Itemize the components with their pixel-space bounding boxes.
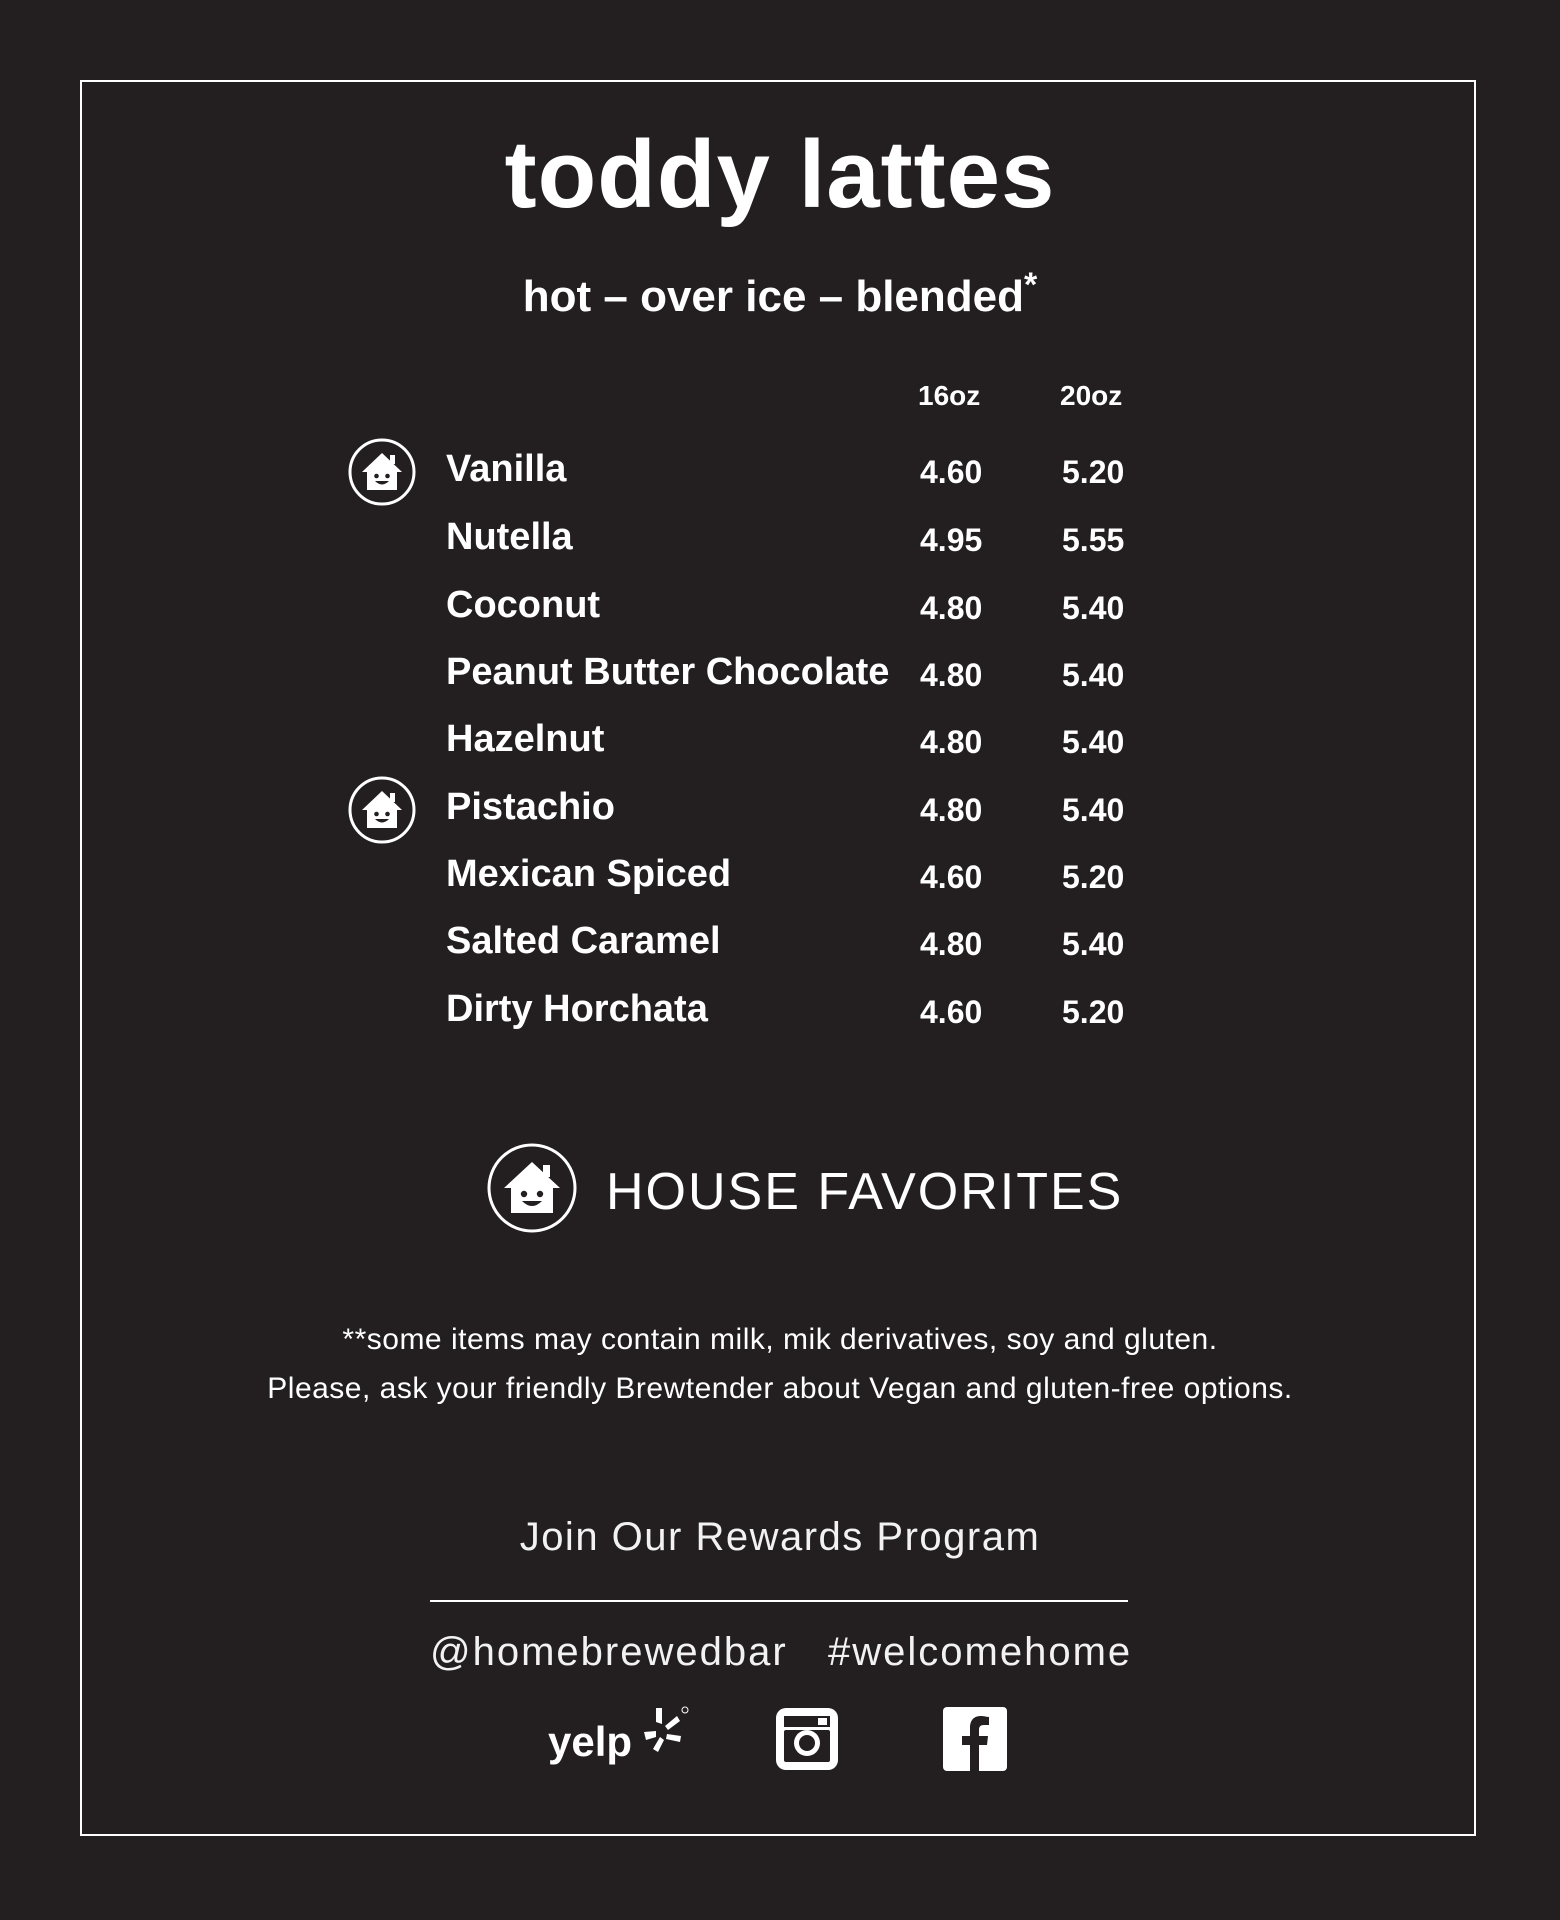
item-price-16oz: 4.80 xyxy=(920,724,983,760)
menu-title: toddy lattes xyxy=(504,121,1056,228)
rewards-program-text: Join Our Rewards Program xyxy=(519,1515,1041,1559)
item-price-16oz: 4.80 xyxy=(920,657,983,693)
menu-row xyxy=(0,516,1560,572)
item-name: Mexican Spiced xyxy=(446,853,732,895)
house-favorite-icon xyxy=(348,776,416,844)
house-favorites-legend xyxy=(486,1142,1186,1234)
footer-divider xyxy=(430,1600,1128,1602)
menu-row xyxy=(0,786,1560,842)
vegan-note: Please, ask your friendly Brewtender about Vegan and gluten-free options. xyxy=(267,1372,1293,1405)
item-name: Nutella xyxy=(446,516,573,558)
item-name: Vanilla xyxy=(446,448,567,490)
item-name: Coconut xyxy=(446,584,601,626)
subtitle-text: hot – over ice – blended xyxy=(522,272,1025,321)
house-favorites-label: HOUSE FAVORITES xyxy=(606,1163,1124,1221)
item-price-16oz: 4.80 xyxy=(920,926,983,962)
item-name: Hazelnut xyxy=(446,718,605,760)
column-header-16oz: 16oz xyxy=(918,380,981,411)
house-smiley-icon xyxy=(486,1142,578,1234)
item-price-16oz: 4.80 xyxy=(920,590,983,626)
allergen-note: **some items may contain milk, mik derivatives, soy and gluten. xyxy=(342,1323,1218,1356)
item-price-20oz: 5.20 xyxy=(1062,859,1125,895)
yelp-wordmark[interactable]: yelp xyxy=(548,1718,633,1765)
item-price-20oz: 5.40 xyxy=(1062,926,1125,962)
menu-subtitle xyxy=(0,266,1560,321)
subtitle-asterisk: * xyxy=(1024,266,1038,304)
item-price-20oz: 5.40 xyxy=(1062,724,1125,760)
item-price-20oz: 5.20 xyxy=(1062,994,1125,1030)
item-price-20oz: 5.40 xyxy=(1062,590,1125,626)
menu-row xyxy=(0,584,1560,640)
column-header-20oz: 20oz xyxy=(1060,380,1123,411)
house-favorite-icon xyxy=(348,438,416,506)
item-price-16oz: 4.80 xyxy=(920,792,983,828)
item-price-20oz: 5.40 xyxy=(1062,657,1125,693)
menu-row xyxy=(0,920,1560,976)
item-name: Peanut Butter Chocolate xyxy=(446,651,890,693)
menu-row xyxy=(0,448,1560,504)
item-price-20oz: 5.55 xyxy=(1062,522,1125,558)
item-price-20oz: 5.40 xyxy=(1062,792,1125,828)
menu-row xyxy=(0,718,1560,774)
menu-row xyxy=(0,988,1560,1044)
item-price-20oz: 5.20 xyxy=(1062,454,1125,490)
item-price-16oz: 4.60 xyxy=(920,859,983,895)
item-name: Dirty Horchata xyxy=(446,988,708,1030)
yelp-icon[interactable] xyxy=(638,1704,690,1756)
facebook-icon[interactable] xyxy=(942,1706,1008,1772)
instagram-icon[interactable] xyxy=(774,1706,840,1772)
item-name: Pistachio xyxy=(446,786,615,828)
item-name: Salted Caramel xyxy=(446,920,721,962)
item-price-16oz: 4.95 xyxy=(920,522,983,558)
item-price-16oz: 4.60 xyxy=(920,994,983,1030)
menu-row xyxy=(0,651,1560,707)
item-price-16oz: 4.60 xyxy=(920,454,983,490)
social-handle: @homebrewedbar xyxy=(430,1630,788,1674)
hashtag: #welcomehome xyxy=(828,1630,1133,1674)
menu-row xyxy=(0,853,1560,909)
